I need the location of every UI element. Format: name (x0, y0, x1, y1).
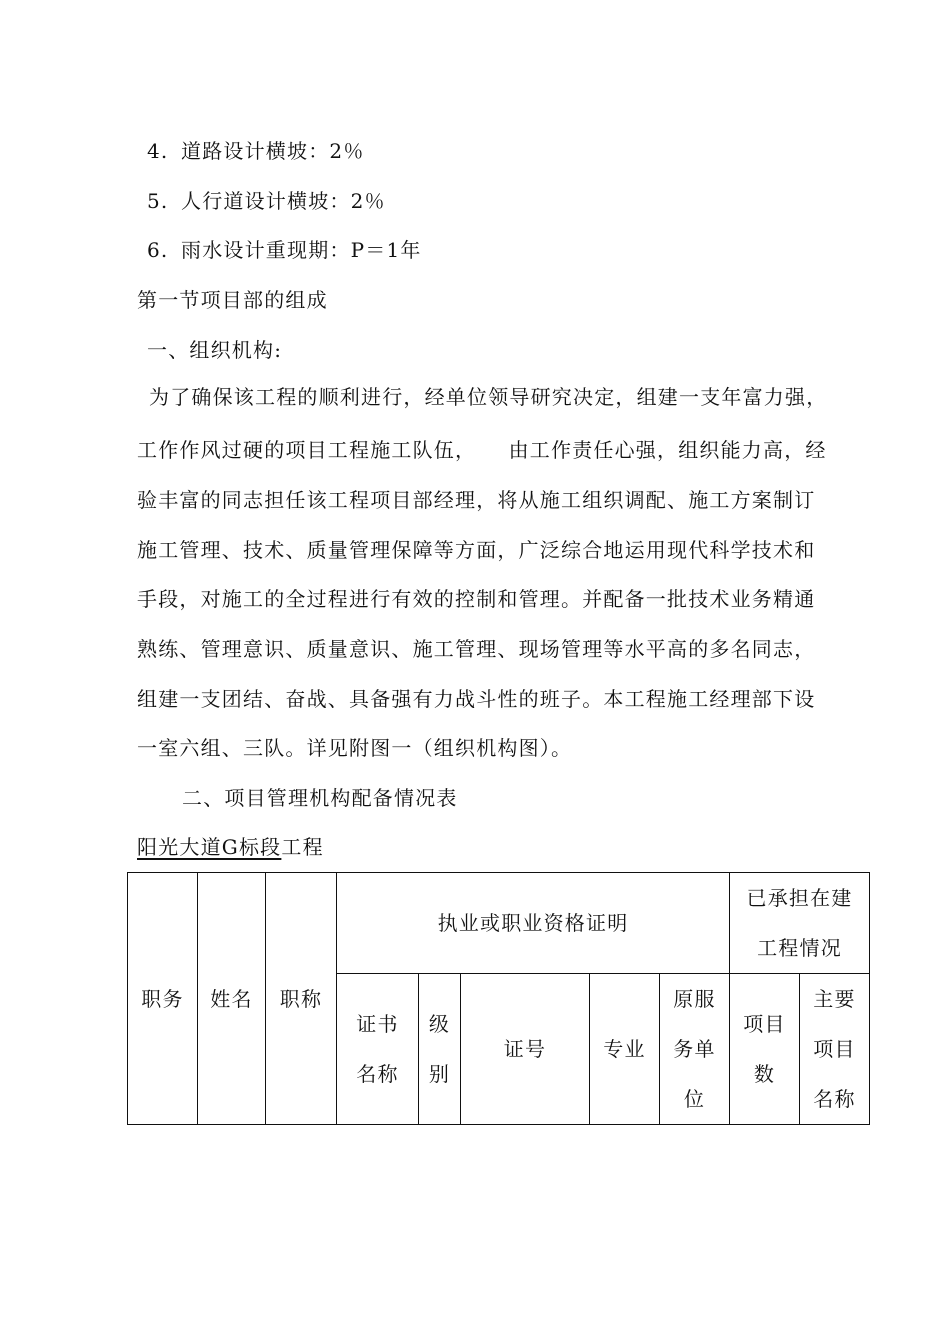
header-major: 专业 (590, 974, 660, 1125)
orig-unit-line: 原服 (673, 987, 716, 1011)
list-text: 人行道设计横坡：2％ (181, 189, 386, 213)
main-proj-line: 项目 (813, 1037, 856, 1061)
paragraph-line: 手段，对施工的全过程进行有效的控制和管理。并配备一批技术业务精通 (137, 587, 816, 611)
list-number: 5. (147, 189, 169, 213)
proj-count-line: 项目 (743, 1012, 786, 1036)
design-item-4 (147, 139, 365, 163)
subsection-organization: 一、组织机构: (147, 338, 283, 362)
cert-name-line: 名称 (356, 1062, 399, 1086)
main-proj-line: 名称 (813, 1087, 856, 1111)
paragraph-line: 施工管理、技术、质量管理保障等方面，广泛综合地运用现代科学技术和 (137, 538, 816, 562)
level-line: 级 (428, 1012, 451, 1036)
paragraph-line: 验丰富的同志担任该工程项目部经理，将从施工组织调配、施工方案制订 (137, 488, 816, 512)
header-original-unit (660, 974, 730, 1125)
proj-count-line: 数 (753, 1062, 776, 1086)
header-cert-name (337, 974, 419, 1125)
subsection-staffing-table: 二、项目管理机构配备情况表 (182, 786, 458, 810)
table-header-row-1 (128, 873, 870, 974)
paragraph-line: 熟练、管理意识、质量意识、施工管理、现场管理等水平高的多名同志， (137, 637, 816, 661)
paragraph-line: 工作作风过硬的项目工程施工队伍， 由工作责任心强，组织能力高，经 (137, 438, 827, 462)
existing-line-1: 已承担在建 (746, 886, 853, 910)
staffing-table (127, 872, 870, 1125)
paragraph-line: 组建一支团结、奋战、具备强有力战斗性的班子。本工程施工经理部下设 (137, 687, 816, 711)
project-name-underlined: 阳光大道G标段 (137, 835, 282, 859)
design-item-5 (147, 189, 386, 213)
header-title: 职称 (266, 873, 337, 1125)
header-level (419, 974, 461, 1125)
project-name-suffix: 工程 (281, 835, 324, 859)
orig-unit-line: 务单 (673, 1037, 716, 1061)
project-name (137, 835, 324, 859)
list-number: 4. (147, 139, 169, 163)
design-item-6 (147, 238, 422, 262)
header-cert-number: 证号 (461, 974, 590, 1125)
level-line: 别 (428, 1062, 451, 1086)
orig-unit-line: 位 (683, 1087, 706, 1111)
header-project-count (730, 974, 800, 1125)
list-number: 6. (147, 238, 169, 262)
header-duty: 职务 (128, 873, 198, 1125)
main-proj-line: 主要 (813, 987, 856, 1011)
header-main-project-names (800, 974, 870, 1125)
header-name: 姓名 (198, 873, 266, 1125)
existing-line-2: 工程情况 (757, 936, 842, 960)
header-existing-projects (730, 873, 870, 974)
paragraph-line: 为了确保该工程的顺利进行，经单位领导研究决定，组建一支年富力强， (149, 385, 828, 409)
cert-name-line: 证书 (356, 1012, 399, 1036)
paragraph-line: 一室六组、三队。详见附图一（组织机构图）。 (137, 736, 573, 760)
header-cert-group: 执业或职业资格证明 (337, 873, 730, 974)
list-text: 道路设计横坡：2％ (181, 139, 365, 163)
list-text: 雨水设计重现期：P＝1年 (181, 238, 422, 262)
section-title: 第一节项目部的组成 (137, 288, 328, 312)
